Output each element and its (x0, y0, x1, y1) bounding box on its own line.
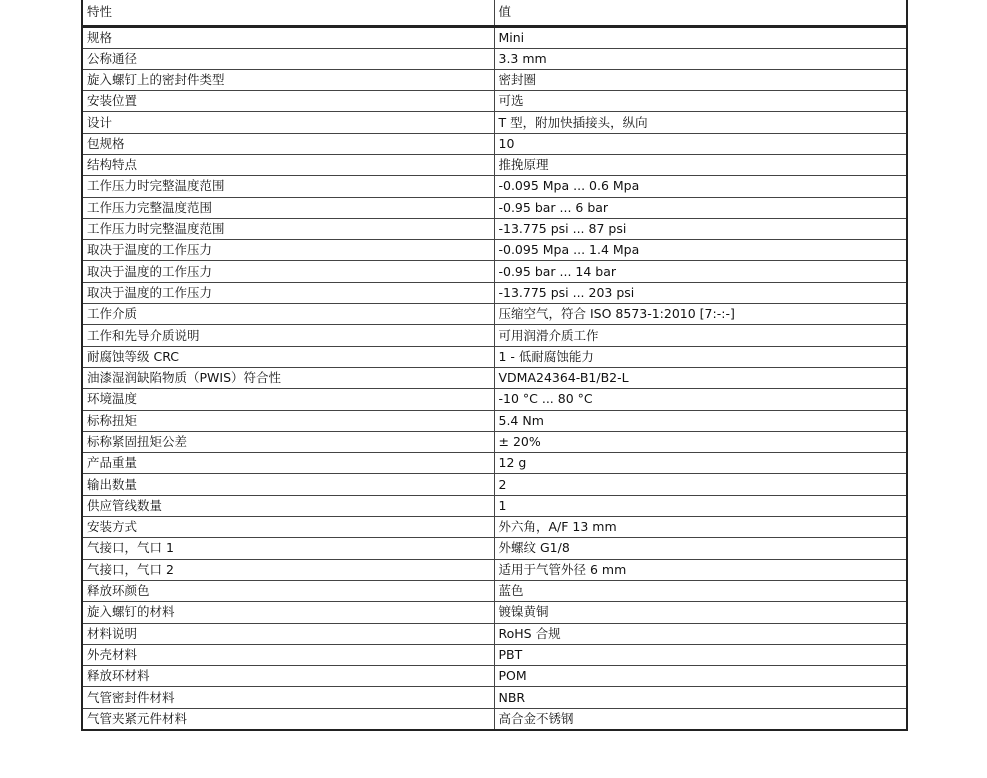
table-row (82, 261, 907, 282)
table-row (82, 495, 907, 516)
value-cell: 蓝色 (494, 580, 907, 601)
property-cell: 安装方式 (82, 517, 494, 538)
table-row (82, 666, 907, 687)
property-cell: 工作压力时完整温度范围 (82, 176, 494, 197)
table-header-row (82, 0, 907, 26)
table-row (82, 69, 907, 90)
value-cell: -0.95 bar ... 14 bar (494, 261, 907, 282)
property-cell: 结构特点 (82, 154, 494, 175)
property-cell: 释放环颜色 (82, 580, 494, 601)
property-cell: 旋入螺钉上的密封件类型 (82, 69, 494, 90)
value-cell: 适用于气管外径 6 mm (494, 559, 907, 580)
value-cell: ± 20% (494, 431, 907, 452)
table-row (82, 623, 907, 644)
table-row (82, 431, 907, 452)
value-cell: NBR (494, 687, 907, 708)
property-cell: 气接口，气口 1 (82, 538, 494, 559)
property-cell: 气接口，气口 2 (82, 559, 494, 580)
value-cell: 压缩空气，符合 ISO 8573-1:2010 [7:-:-] (494, 304, 907, 325)
value-cell: 可选 (494, 91, 907, 112)
header-property: 特性 (82, 0, 494, 26)
property-cell: 工作压力完整温度范围 (82, 197, 494, 218)
property-cell: 释放环材料 (82, 666, 494, 687)
property-cell: 旋入螺钉的材料 (82, 602, 494, 623)
property-cell: 取决于温度的工作压力 (82, 240, 494, 261)
value-cell: Mini (494, 26, 907, 48)
property-cell: 环境温度 (82, 389, 494, 410)
value-cell: 外六角，A/F 13 mm (494, 517, 907, 538)
value-cell: -13.775 psi ... 87 psi (494, 218, 907, 239)
table-row (82, 474, 907, 495)
table-body (82, 26, 907, 730)
table-row (82, 389, 907, 410)
table-row (82, 91, 907, 112)
property-cell: 工作压力时完整温度范围 (82, 218, 494, 239)
value-cell: 可用润滑介质工作 (494, 325, 907, 346)
value-cell: -0.95 bar ... 6 bar (494, 197, 907, 218)
table-row (82, 602, 907, 623)
table-row (82, 644, 907, 665)
property-cell: 工作介质 (82, 304, 494, 325)
table-row (82, 687, 907, 708)
value-cell: 外螺纹 G1/8 (494, 538, 907, 559)
property-cell: 规格 (82, 26, 494, 48)
property-cell: 包规格 (82, 133, 494, 154)
value-cell: RoHS 合规 (494, 623, 907, 644)
table-row (82, 218, 907, 239)
value-cell: 12 g (494, 453, 907, 474)
table-row (82, 304, 907, 325)
table-row (82, 346, 907, 367)
value-cell: -10 °C ... 80 °C (494, 389, 907, 410)
table-row (82, 154, 907, 175)
table-row (82, 538, 907, 559)
property-cell: 取决于温度的工作压力 (82, 261, 494, 282)
table-row (82, 176, 907, 197)
table-row (82, 240, 907, 261)
property-cell: 油漆湿润缺陷物质（PWIS）符合性 (82, 367, 494, 388)
value-cell: 镀镍黄铜 (494, 602, 907, 623)
table-row (82, 410, 907, 431)
property-cell: 标称紧固扭矩公差 (82, 431, 494, 452)
value-cell: 5.4 Nm (494, 410, 907, 431)
property-cell: 输出数量 (82, 474, 494, 495)
property-cell: 取决于温度的工作压力 (82, 282, 494, 303)
value-cell: -0.095 Mpa ... 0.6 Mpa (494, 176, 907, 197)
value-cell: -13.775 psi ... 203 psi (494, 282, 907, 303)
value-cell: 推挽原理 (494, 154, 907, 175)
value-cell: 2 (494, 474, 907, 495)
spec-table (81, 0, 908, 731)
value-cell: 密封圈 (494, 69, 907, 90)
value-cell: -0.095 Mpa ... 1.4 Mpa (494, 240, 907, 261)
property-cell: 产品重量 (82, 453, 494, 474)
property-cell: 材料说明 (82, 623, 494, 644)
property-cell: 气管夹紧元件材料 (82, 708, 494, 730)
value-cell: PBT (494, 644, 907, 665)
header-value: 值 (494, 0, 907, 26)
value-cell: 3.3 mm (494, 48, 907, 69)
property-cell: 外壳材料 (82, 644, 494, 665)
table-row (82, 133, 907, 154)
table-row (82, 367, 907, 388)
value-cell: VDMA24364-B1/B2-L (494, 367, 907, 388)
value-cell: 1 (494, 495, 907, 516)
property-cell: 安装位置 (82, 91, 494, 112)
table-row (82, 282, 907, 303)
table-row (82, 48, 907, 69)
property-cell: 气管密封件材料 (82, 687, 494, 708)
table-row (82, 26, 907, 48)
value-cell: T 型，附加快插接头，纵向 (494, 112, 907, 133)
property-cell: 供应管线数量 (82, 495, 494, 516)
property-cell: 设计 (82, 112, 494, 133)
table-row (82, 325, 907, 346)
value-cell: 高合金不锈钢 (494, 708, 907, 730)
table-row (82, 580, 907, 601)
table-row (82, 453, 907, 474)
property-cell: 公称通径 (82, 48, 494, 69)
table-row (82, 197, 907, 218)
property-cell: 工作和先导介质说明 (82, 325, 494, 346)
table-row (82, 708, 907, 730)
table-row (82, 517, 907, 538)
property-cell: 标称扭矩 (82, 410, 494, 431)
value-cell: 10 (494, 133, 907, 154)
table-row (82, 112, 907, 133)
property-cell: 耐腐蚀等级 CRC (82, 346, 494, 367)
value-cell: 1 - 低耐腐蚀能力 (494, 346, 907, 367)
table-row (82, 559, 907, 580)
value-cell: POM (494, 666, 907, 687)
